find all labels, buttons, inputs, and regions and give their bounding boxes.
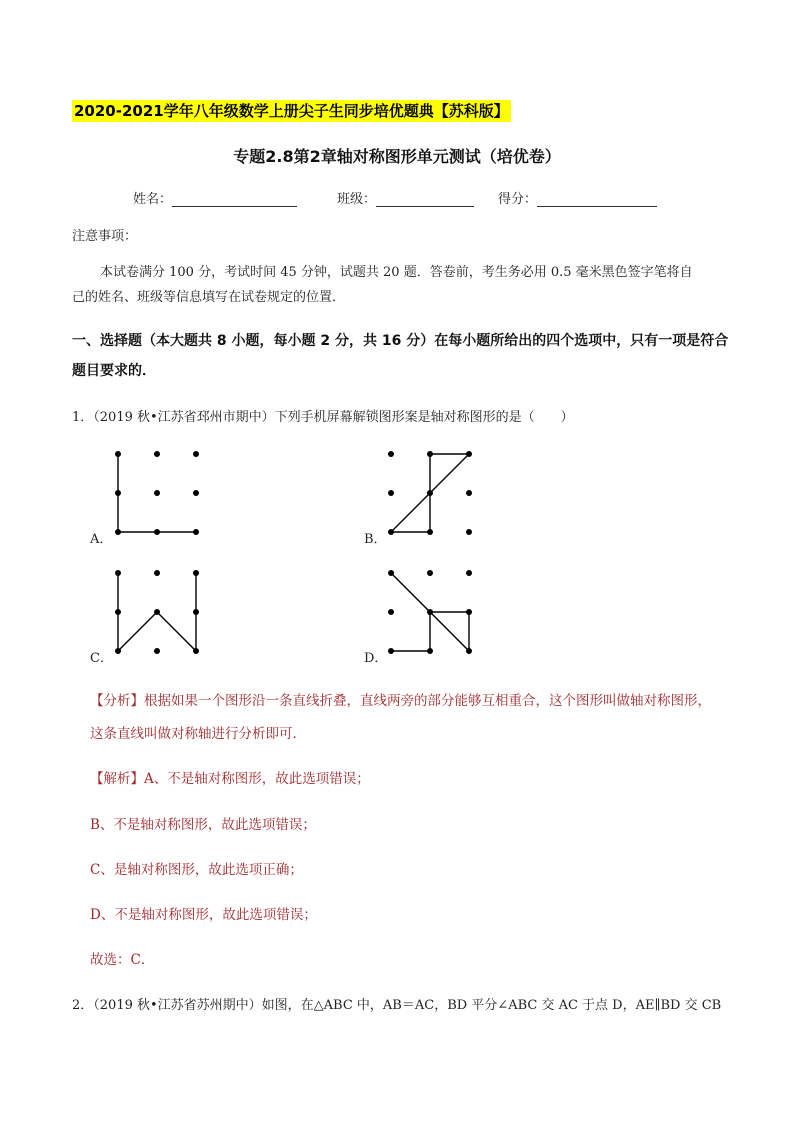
name-label: 姓名： [133, 192, 173, 207]
option-c-label: C． [90, 651, 113, 666]
notice-line-2: 己的姓名、班级等信息填写在试卷规定的位置． [72, 290, 346, 305]
option-b-label: B． [364, 532, 387, 547]
question-2-stem: 2．（2019 秋•江苏省苏州期中）如图，在△ABC 中，AB＝AC，BD 平分∠ABC 交 AC 于点 D，AE∥BD 交 CB [72, 998, 722, 1013]
solution-line-b: B、不是轴对称图形，故此选项错误； [90, 817, 316, 833]
notice-line-1: 本试卷满分 100 分，考试时间 45 分钟，试题共 20 题．答卷前，考生务必用 0.5 毫米黑色签字笔将自 [100, 265, 693, 280]
solution-line-c: C、是轴对称图形，故此选项正确； [90, 862, 303, 878]
option-d-pattern [383, 565, 483, 665]
option-a-label: A． [90, 532, 113, 547]
score-label: 得分： [498, 192, 538, 207]
analysis-line-2: 这条直线叫做对称轴进行分析即可． [90, 726, 306, 742]
solution-line-d: D、不是轴对称图形，故此选项错误； [90, 907, 317, 923]
notice-heading: 注意事项： [72, 229, 138, 244]
class-field [337, 188, 474, 207]
name-blank [172, 192, 297, 207]
answer-line: 故选：C． [90, 952, 155, 968]
document-title: 专题2.8第2章轴对称图形单元测试（培优卷） [233, 147, 561, 166]
score-field [498, 188, 657, 207]
question-1-stem: 1．（2019 秋•江苏省邳州市期中）下列手机屏幕解锁图形案是轴对称图形的是（ ） [72, 410, 574, 425]
solution-line-a: 【解析】A、不是轴对称图形，故此选项错误； [90, 771, 370, 787]
option-c-pattern [110, 565, 210, 665]
section-heading: 一、选择题（本大题共 8 小题，每小题 2 分，共 16 分）在每小题所给出的四个选项中，只有一项是符合题目要求的． [72, 333, 729, 379]
analysis-line-1: 【分析】根据如果一个图形沿一条直线折叠，直线两旁的部分能够互相重合，这个图形叫做轴对称图形， [90, 693, 711, 709]
class-blank [376, 192, 474, 207]
class-label: 班级： [337, 192, 377, 207]
name-field [133, 188, 297, 207]
option-a-pattern [110, 446, 210, 546]
series-banner: 2020-2021学年八年级数学上册尖子生同步培优题典【苏科版】 [74, 102, 509, 120]
option-d-label: D． [364, 651, 388, 666]
score-blank [537, 192, 657, 207]
option-b-pattern [383, 446, 483, 546]
